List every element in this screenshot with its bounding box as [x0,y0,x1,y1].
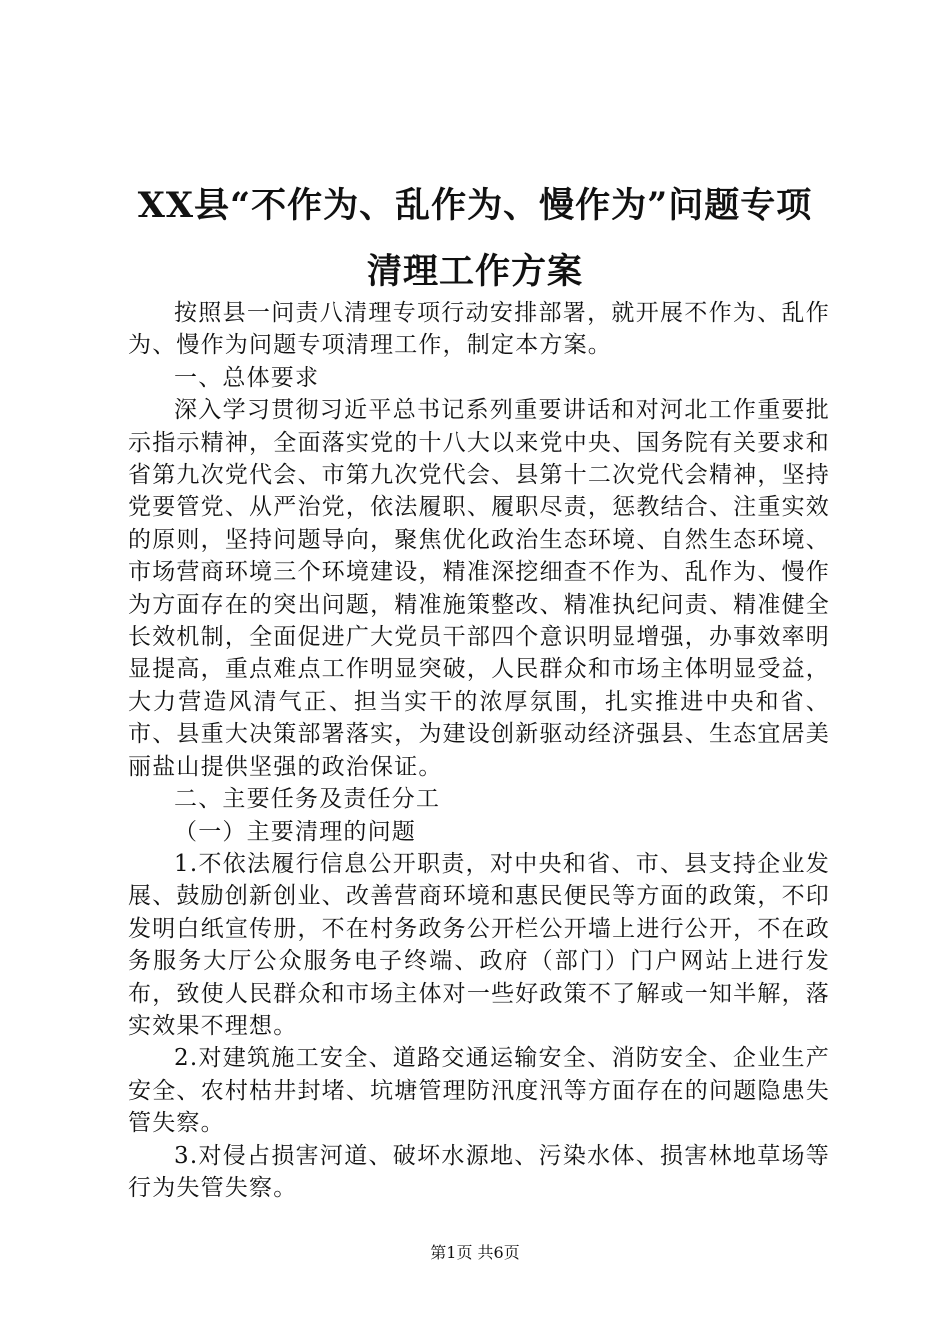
body-paragraph: 深入学习贯彻习近平总书记系列重要讲话和对河北工作重要批示指示精神，全面落实党的十八大以来党中央、国务院有关要求和省第九次党代会、市第九次党代会、县第十二次党代会精神，坚持党要管党、从严治党，依法履职、履职尽责，惩教结合、注重实效的原则，坚持问题导向，聚焦优化政治生态环境、自然生态环境、市场营商环境三个环境建设，精准深挖细查不作为、乱作为、慢作为方面存在的突出问题，精准施策整改、精准执纪问责、精准健全长效机制，全面促进广大党员干部四个意识明显增强，办事效率明显提高，重点难点工作明显突破，人民群众和市场主体明显受益，大力营造风清气正、担当实干的浓厚氛围，扎实推进中央和省、市、县重大决策部署落实，为建设创新驱动经济强县、生态宜居美丽盐山提供坚强的政治保证。 [128,397,830,780]
subsection-heading-main-problems: （一）主要清理的问题 [174,818,416,845]
page-footer: 第1页 共6页 [430,1243,520,1262]
document-title-line-2: 清理工作方案 [366,251,583,292]
section-heading-main-tasks: 二、主要任务及责任分工 [174,786,441,813]
list-item: 2.对建筑施工安全、道路交通运输安全、消防安全、企业生产安全、农村枯井封堵、坑塘管理防汛度汛等方面存在的问题隐患失管失察。 [128,1045,830,1137]
section-heading-general-requirements: 一、总体要求 [174,364,320,391]
list-item: 1.不依法履行信息公开职责，对中央和省、市、县支持企业发展、鼓励创新创业、改善营商环境和惠民便民等方面的政策，不印发明白纸宣传册，不在村务政务公开栏公开墙上进行公开，不在政务服务大厅公众服务电子终端、政府（部门）门户网站上进行发布，致使人民群众和市场主体对一些好政策不了解或一知半解，落实效果不理想。 [128,850,830,1039]
intro-paragraph: 按照县一问责八清理专项行动安排部署，就开展不作为、乱作为、慢作为问题专项清理工作，制定本方案。 [128,300,830,359]
list-item: 3.对侵占损害河道、破坏水源地、污染水体、损害林地草场等行为失管失察。 [128,1142,830,1201]
document-title-line-1: XX县“不作为、乱作为、慢作为”问题专项 [137,185,813,226]
document-body [128,297,830,1204]
